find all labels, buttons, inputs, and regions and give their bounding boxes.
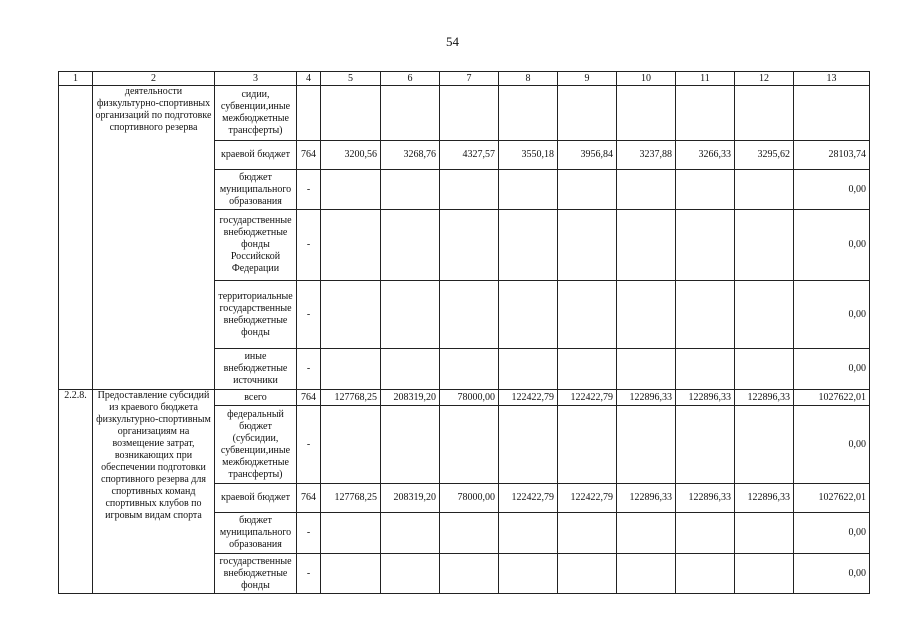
value-cell [440,513,499,554]
value-cell [794,86,870,141]
value-cell: 122422,79 [558,484,617,513]
value-cell: 78000,00 [440,390,499,406]
value-cell: 122422,79 [558,390,617,406]
header-cell: 6 [381,72,440,86]
value-cell [321,349,381,390]
value-cell [558,406,617,484]
header-cell: 9 [558,72,617,86]
funding-source-cell: краевой бюджет [215,484,297,513]
funding-source-cell: иные внебюджетные источники [215,349,297,390]
value-cell [321,86,381,141]
value-cell [735,86,794,141]
value-cell: 122896,33 [735,484,794,513]
value-cell [676,170,735,210]
value-cell: 208319,20 [381,484,440,513]
value-cell: 3268,76 [381,141,440,170]
table-row [59,86,870,141]
value-cell [735,210,794,281]
code-cell: 764 [297,390,321,406]
value-cell: 0,00 [794,281,870,349]
value-cell [558,281,617,349]
funding-source-cell: государственные внебюджетные фонды Российской Федерации [215,210,297,281]
value-cell [381,170,440,210]
value-cell [499,513,558,554]
value-cell: 122896,33 [617,484,676,513]
value-cell [676,86,735,141]
value-cell [617,281,676,349]
value-cell [321,210,381,281]
value-cell: 3266,33 [676,141,735,170]
value-cell [617,86,676,141]
value-cell [381,513,440,554]
value-cell [676,210,735,281]
value-cell [499,349,558,390]
code-cell: 764 [297,484,321,513]
value-cell: 122896,33 [735,390,794,406]
header-cell: 11 [676,72,735,86]
value-cell [321,281,381,349]
value-cell [381,554,440,594]
header-cell: 7 [440,72,499,86]
value-cell [440,170,499,210]
value-cell: 0,00 [794,210,870,281]
value-cell [676,406,735,484]
value-cell [676,281,735,349]
header-cell: 5 [321,72,381,86]
value-cell: 127768,25 [321,484,381,513]
value-cell: 122422,79 [499,390,558,406]
value-cell [676,554,735,594]
code-cell: - [297,210,321,281]
value-cell [321,554,381,594]
header-cell: 3 [215,72,297,86]
value-cell [735,281,794,349]
value-cell [499,281,558,349]
value-cell: 122896,33 [617,390,676,406]
funding-source-cell: сидии, субвенции,иные межбюджетные трансферты) [215,86,297,141]
measure-description-cell: деятельности физкультурно-спортивных организаций по подготовке спортивного резерва [93,86,215,390]
code-cell: - [297,513,321,554]
header-cell: 8 [499,72,558,86]
value-cell [735,513,794,554]
value-cell [321,406,381,484]
funding-source-cell: бюджет муниципального образования [215,513,297,554]
value-cell [735,554,794,594]
value-cell [558,513,617,554]
value-cell: 28103,74 [794,141,870,170]
header-cell: 13 [794,72,870,86]
value-cell: 3956,84 [558,141,617,170]
budget-table [58,71,870,594]
code-cell: - [297,349,321,390]
value-cell [381,349,440,390]
value-cell [676,513,735,554]
value-cell: 3295,62 [735,141,794,170]
value-cell: 122422,79 [499,484,558,513]
header-cell: 1 [59,72,93,86]
value-cell [321,170,381,210]
value-cell: 1027622,01 [794,484,870,513]
header-cell: 2 [93,72,215,86]
value-cell [617,513,676,554]
section-a-body [59,86,870,390]
code-cell: - [297,170,321,210]
value-cell [735,170,794,210]
value-cell [499,554,558,594]
value-cell [381,281,440,349]
code-cell: 764 [297,141,321,170]
value-cell [617,170,676,210]
value-cell [617,349,676,390]
page-number: 54 [446,34,459,49]
value-cell [617,406,676,484]
value-cell [321,513,381,554]
value-cell [558,554,617,594]
value-cell [735,349,794,390]
value-cell: 0,00 [794,554,870,594]
funding-source-cell: федеральный бюджет (субсидии, субвенции,иные межбюджетные трансферты) [215,406,297,484]
value-cell: 3237,88 [617,141,676,170]
value-cell [440,406,499,484]
value-cell [440,349,499,390]
value-cell: 0,00 [794,170,870,210]
value-cell [558,86,617,141]
value-cell [617,554,676,594]
value-cell: 127768,25 [321,390,381,406]
value-cell [440,210,499,281]
value-cell [381,210,440,281]
table-row [59,390,870,406]
value-cell: 78000,00 [440,484,499,513]
value-cell: 1027622,01 [794,390,870,406]
value-cell [440,86,499,141]
value-cell: 122896,33 [676,484,735,513]
code-cell: - [297,281,321,349]
value-cell [558,210,617,281]
funding-source-cell: всего [215,390,297,406]
value-cell: 0,00 [794,513,870,554]
value-cell [617,210,676,281]
value-cell [499,406,558,484]
code-cell: - [297,554,321,594]
value-cell: 0,00 [794,406,870,484]
value-cell [440,554,499,594]
row-number-cell: 2.2.8. [59,390,93,594]
value-cell [558,349,617,390]
value-cell [440,281,499,349]
header-cell: 12 [735,72,794,86]
value-cell [558,170,617,210]
value-cell [499,210,558,281]
value-cell [735,406,794,484]
funding-source-cell: территориальные государственные внебюджетные фонды [215,281,297,349]
value-cell [381,86,440,141]
code-cell: - [297,406,321,484]
value-cell: 208319,20 [381,390,440,406]
section-b-body [59,390,870,594]
value-cell: 3200,56 [321,141,381,170]
value-cell: 0,00 [794,349,870,390]
header-row [59,72,870,86]
value-cell [499,86,558,141]
measure-description-cell: Предоставление субсидий из краевого бюджета физкультурно-спортивным организациям на возмещение затрат, возникающих при обеспечении подготовки спортивного резерва для спортивных команд спортивных клубов по игровым видам спорта [93,390,215,594]
header-cell: 4 [297,72,321,86]
header-cell: 10 [617,72,676,86]
funding-source-cell: государственные внебюджетные фонды [215,554,297,594]
value-cell [381,406,440,484]
value-cell: 4327,57 [440,141,499,170]
value-cell [676,349,735,390]
row-number-cell [59,86,93,390]
value-cell: 122896,33 [676,390,735,406]
value-cell: 3550,18 [499,141,558,170]
code-cell [297,86,321,141]
funding-source-cell: бюджет муниципального образования [215,170,297,210]
value-cell [499,170,558,210]
funding-source-cell: краевой бюджет [215,141,297,170]
